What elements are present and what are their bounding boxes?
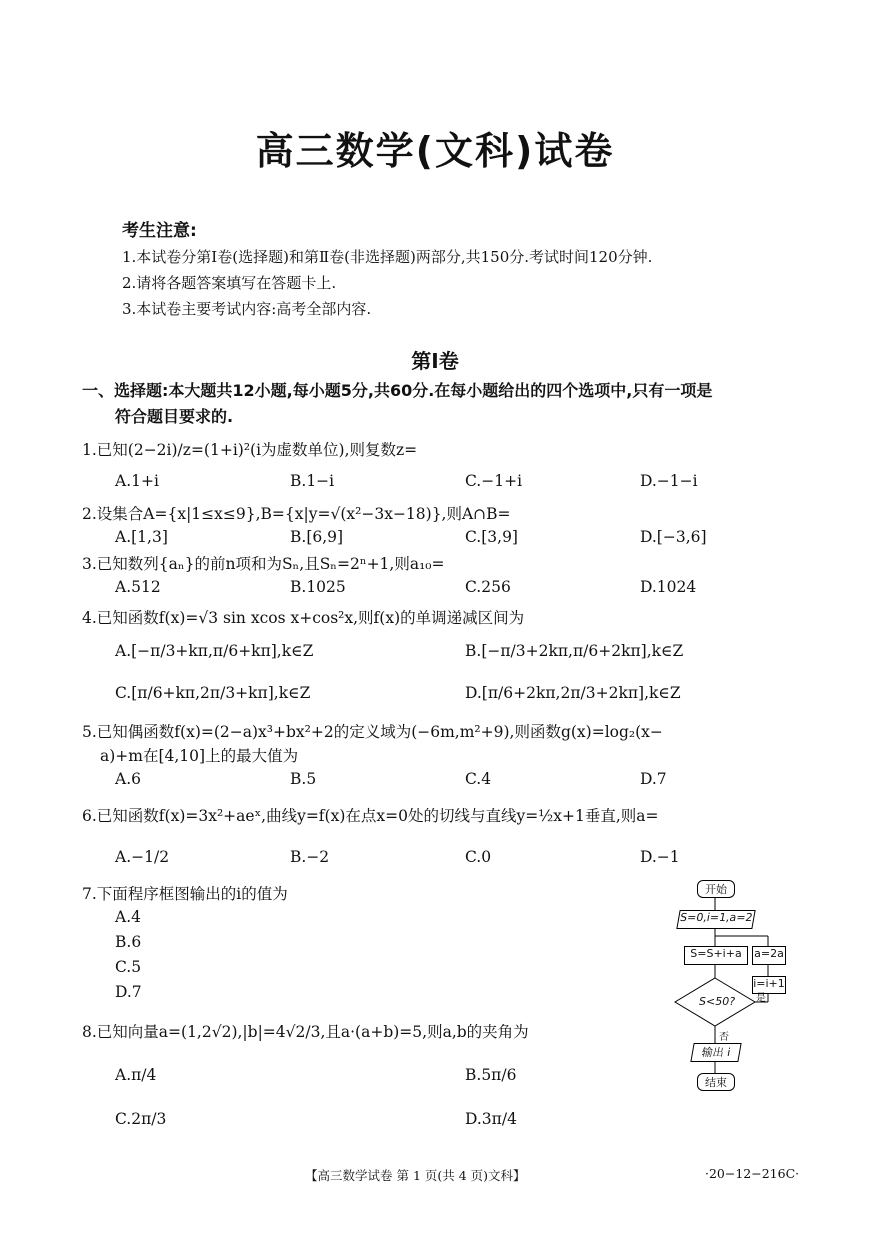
q7-option-a: A.4 <box>115 908 141 926</box>
notice-item: 2.请将各题答案填写在答题卡上. <box>122 274 337 292</box>
question-8-stem: 8.已知向量a=(1,2√2),|b|=4√2/3,且a·(a+b)=5,则a,b的夹角为 <box>82 1023 529 1041</box>
q8-option-b: B.5π/6 <box>465 1066 517 1084</box>
notice-item: 3.本试卷主要考试内容:高考全部内容. <box>122 300 372 318</box>
q4-option-d: D.[π/6+2kπ,2π/3+2kπ],k∈Z <box>465 684 681 702</box>
q2-option-c: C.[3,9] <box>465 528 518 546</box>
q7-option-b: B.6 <box>115 933 142 951</box>
q7-option-d: D.7 <box>115 983 142 1001</box>
flowchart-end: 结束 <box>697 1073 735 1091</box>
q6-option-c: C.0 <box>465 848 492 866</box>
flowchart-condition: S<50? <box>699 995 736 1008</box>
q4-option-c: C.[π/6+kπ,2π/3+kπ],k∈Z <box>115 684 311 702</box>
flowchart-output: 输出 i <box>690 1043 741 1062</box>
q6-option-d: D.−1 <box>640 848 680 866</box>
flowchart-start: 开始 <box>697 880 735 898</box>
question-5-stem: 5.已知偶函数f(x)=(2−a)x³+bx²+2的定义域为(−6m,m²+9),则函数g(x)=log₂(x− <box>82 723 663 741</box>
notice-item: 1.本试卷分第Ⅰ卷(选择题)和第Ⅱ卷(非选择题)两部分,共150分.考试时间120分钟. <box>122 248 653 266</box>
q4-option-a: A.[−π/3+kπ,π/6+kπ],k∈Z <box>115 642 314 660</box>
q8-option-a: A.π/4 <box>115 1066 157 1084</box>
question-6-stem: 6.已知函数f(x)=3x²+aeˣ,曲线y=f(x)在点x=0处的切线与直线y=½x+1垂直,则a= <box>82 807 659 825</box>
part-instruction: 符合题目要求的. <box>115 407 234 426</box>
section-title: 第Ⅰ卷 <box>411 349 459 373</box>
question-7-stem: 7.下面程序框图输出的i的值为 <box>82 885 288 903</box>
question-4-stem: 4.已知函数f(x)=√3 sin xcos x+cos²x,则f(x)的单调递减区间为 <box>82 609 525 627</box>
q6-option-a: A.−1/2 <box>115 848 170 866</box>
flowchart-no-label: 否 <box>719 1032 729 1043</box>
q3-option-a: A.512 <box>115 578 161 596</box>
q3-option-b: B.1025 <box>290 578 346 596</box>
q5-option-c: C.4 <box>465 770 492 788</box>
q1-option-c: C.−1+i <box>465 472 523 490</box>
q8-option-c: C.2π/3 <box>115 1110 167 1128</box>
notice-heading: 考生注意: <box>122 221 197 241</box>
q1-option-a: A.1+i <box>115 472 159 490</box>
q1-option-b: B.1−i <box>290 472 335 490</box>
question-3-stem: 3.已知数列{aₙ}的前n项和为Sₙ,且Sₙ=2ⁿ+1,则a₁₀= <box>82 555 445 573</box>
flowchart-increment: i=i+1 <box>752 976 786 994</box>
q5-option-a: A.6 <box>115 770 141 788</box>
q3-option-c: C.256 <box>465 578 511 596</box>
question-5-stem-cont: a)+m在[4,10]上的最大值为 <box>100 747 299 765</box>
flowchart-yes-label: 是 <box>756 993 766 1004</box>
q8-option-d: D.3π/4 <box>465 1110 517 1128</box>
q3-option-d: D.1024 <box>640 578 697 596</box>
q2-option-d: D.[−3,6] <box>640 528 707 546</box>
q2-option-a: A.[1,3] <box>115 528 168 546</box>
part-instruction: 一、选择题:本大题共12小题,每小题5分,共60分.在每小题给出的四个选项中,只有一项是 <box>82 381 713 400</box>
question-1-stem: 1.已知(2−2i)/z=(1+i)²(i为虚数单位),则复数z= <box>82 441 418 459</box>
q1-option-d: D.−1−i <box>640 472 698 490</box>
page-title: 高三数学(文科)试卷 <box>255 129 615 173</box>
question-2-stem: 2.设集合A={x|1≤x≤9},B={x|y=√(x²−3x−18)},则A∩B= <box>82 505 511 523</box>
page-footer: 【高三数学试卷 第 1 页(共 4 页)文科】 <box>305 1168 526 1183</box>
q4-option-b: B.[−π/3+2kπ,π/6+2kπ],k∈Z <box>465 642 684 660</box>
q7-option-c: C.5 <box>115 958 142 976</box>
flowchart-double: a=2a <box>752 946 786 965</box>
flowchart <box>670 878 800 1093</box>
q2-option-b: B.[6,9] <box>290 528 344 546</box>
q6-option-b: B.−2 <box>290 848 330 866</box>
exam-code: ·20−12−216C· <box>705 1166 800 1181</box>
flowchart-update: S=S+i+a <box>684 946 748 965</box>
flowchart-init: S=0,i=1,a=2 <box>676 910 755 929</box>
q5-option-b: B.5 <box>290 770 317 788</box>
q5-option-d: D.7 <box>640 770 667 788</box>
